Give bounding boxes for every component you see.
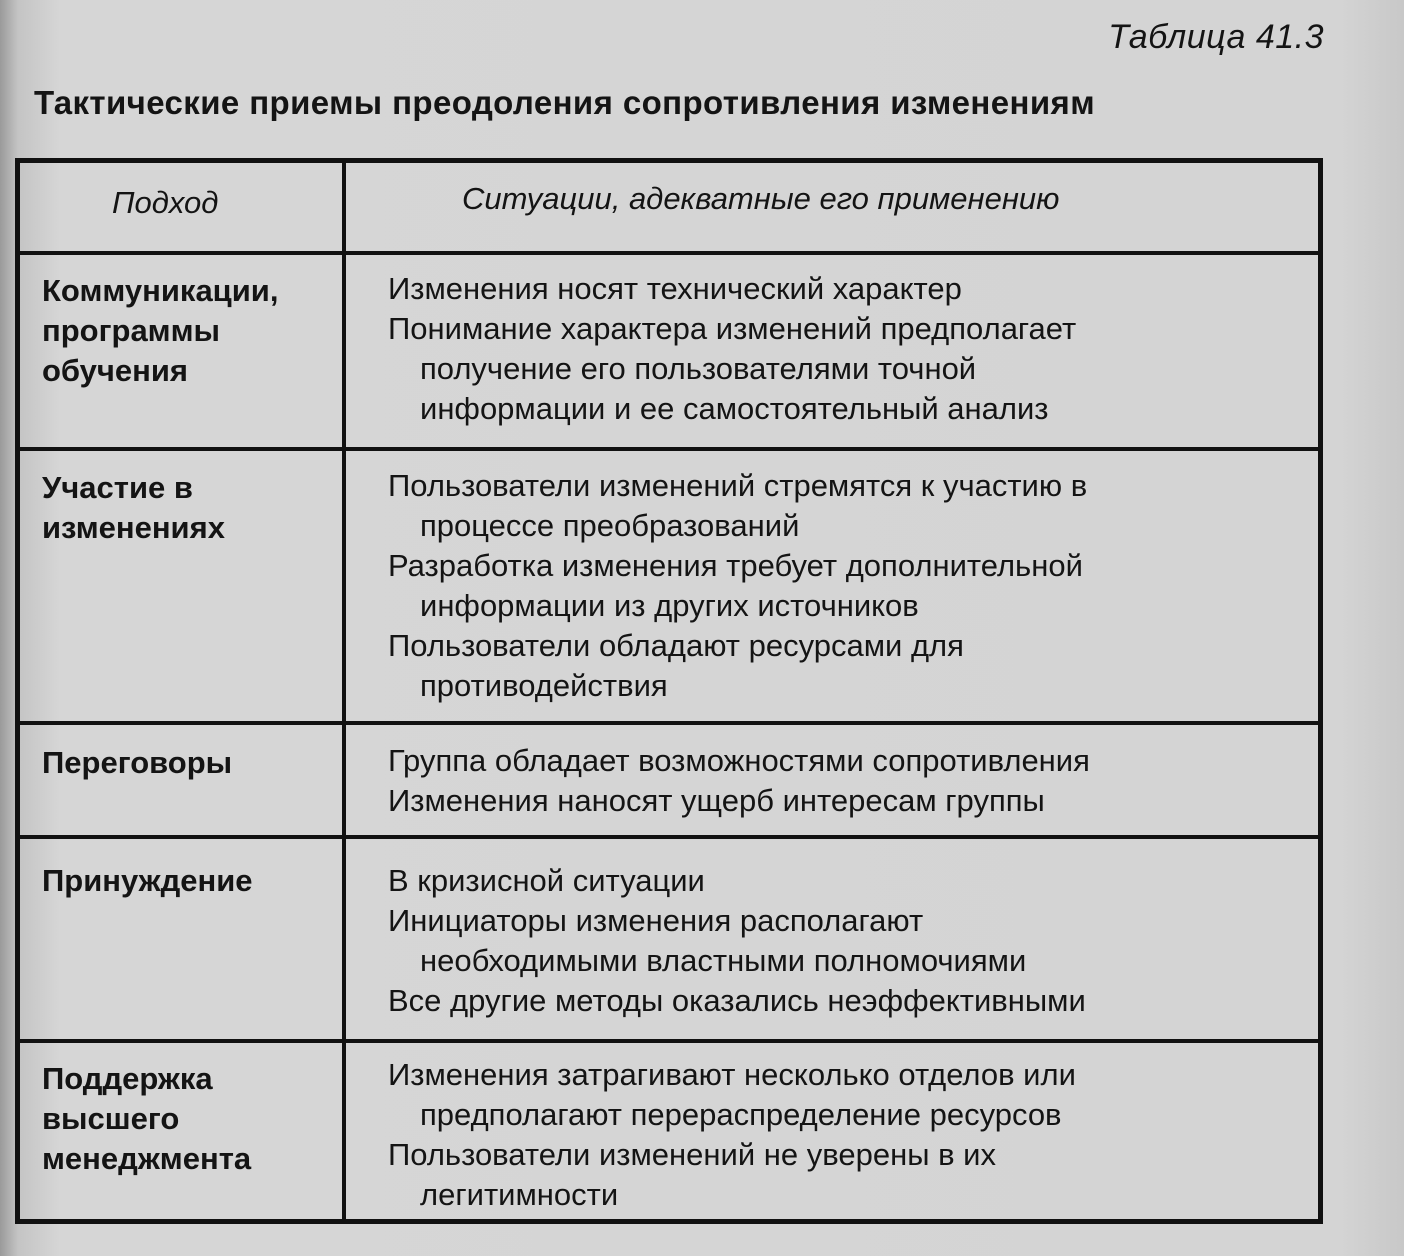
table-number: Таблица 41.3 — [1108, 18, 1324, 56]
table-title: Тактические приемы преодоления сопротивления изменениям — [34, 84, 1096, 121]
approaches-table — [15, 158, 1323, 1224]
situation-item: Все другие методы оказались неэффективными — [388, 983, 1086, 1018]
situations-communication — [388, 269, 1318, 429]
approach-communication: Коммуникации, программы обучения — [42, 273, 279, 388]
situation-item: Изменения носят технический характер — [388, 271, 962, 306]
situations-top-management-support — [388, 1055, 1318, 1215]
row-divider — [20, 1039, 1318, 1043]
approach-top-management-support: Поддержка высшего менеджмента — [42, 1061, 252, 1176]
row-divider — [20, 835, 1318, 839]
situation-item: Изменения затрагивают несколько отделов или предполагают перераспределение ресурсов — [388, 1057, 1076, 1132]
approach-coercion: Принуждение — [42, 863, 253, 898]
column-divider — [342, 163, 346, 1219]
situation-item: Группа обладает возможностями сопротивления — [388, 743, 1090, 778]
situation-item: Пользователи изменений не уверены в их легитимности — [388, 1137, 996, 1212]
situation-item: Разработка изменения требует дополнительной информации из других источников — [388, 548, 1083, 623]
situations-participation — [388, 466, 1318, 706]
situation-item: Пользователи обладают ресурсами для противодействия — [388, 628, 964, 703]
row-divider — [20, 721, 1318, 725]
column-header-situations: Ситуации, адекватные его применению — [462, 181, 1060, 216]
situations-coercion — [388, 861, 1318, 1021]
situation-item: Понимание характера изменений предполагает получение его пользователями точной информации и ее самостоятельный анализ — [388, 311, 1077, 426]
row-divider — [20, 251, 1318, 255]
approach-negotiation: Переговоры — [42, 745, 233, 780]
column-header-approach: Подход — [112, 185, 219, 220]
row-divider — [20, 447, 1318, 451]
situation-item: Изменения наносят ущерб интересам группы — [388, 783, 1045, 818]
situations-negotiation — [388, 741, 1318, 821]
approach-participation: Участие в изменениях — [42, 470, 225, 545]
situation-item: Инициаторы изменения располагают необходимыми властными полномочиями — [388, 903, 1027, 978]
situation-item: Пользователи изменений стремятся к участию в процессе преобразований — [388, 468, 1088, 543]
situation-item: В кризисной ситуации — [388, 863, 705, 898]
